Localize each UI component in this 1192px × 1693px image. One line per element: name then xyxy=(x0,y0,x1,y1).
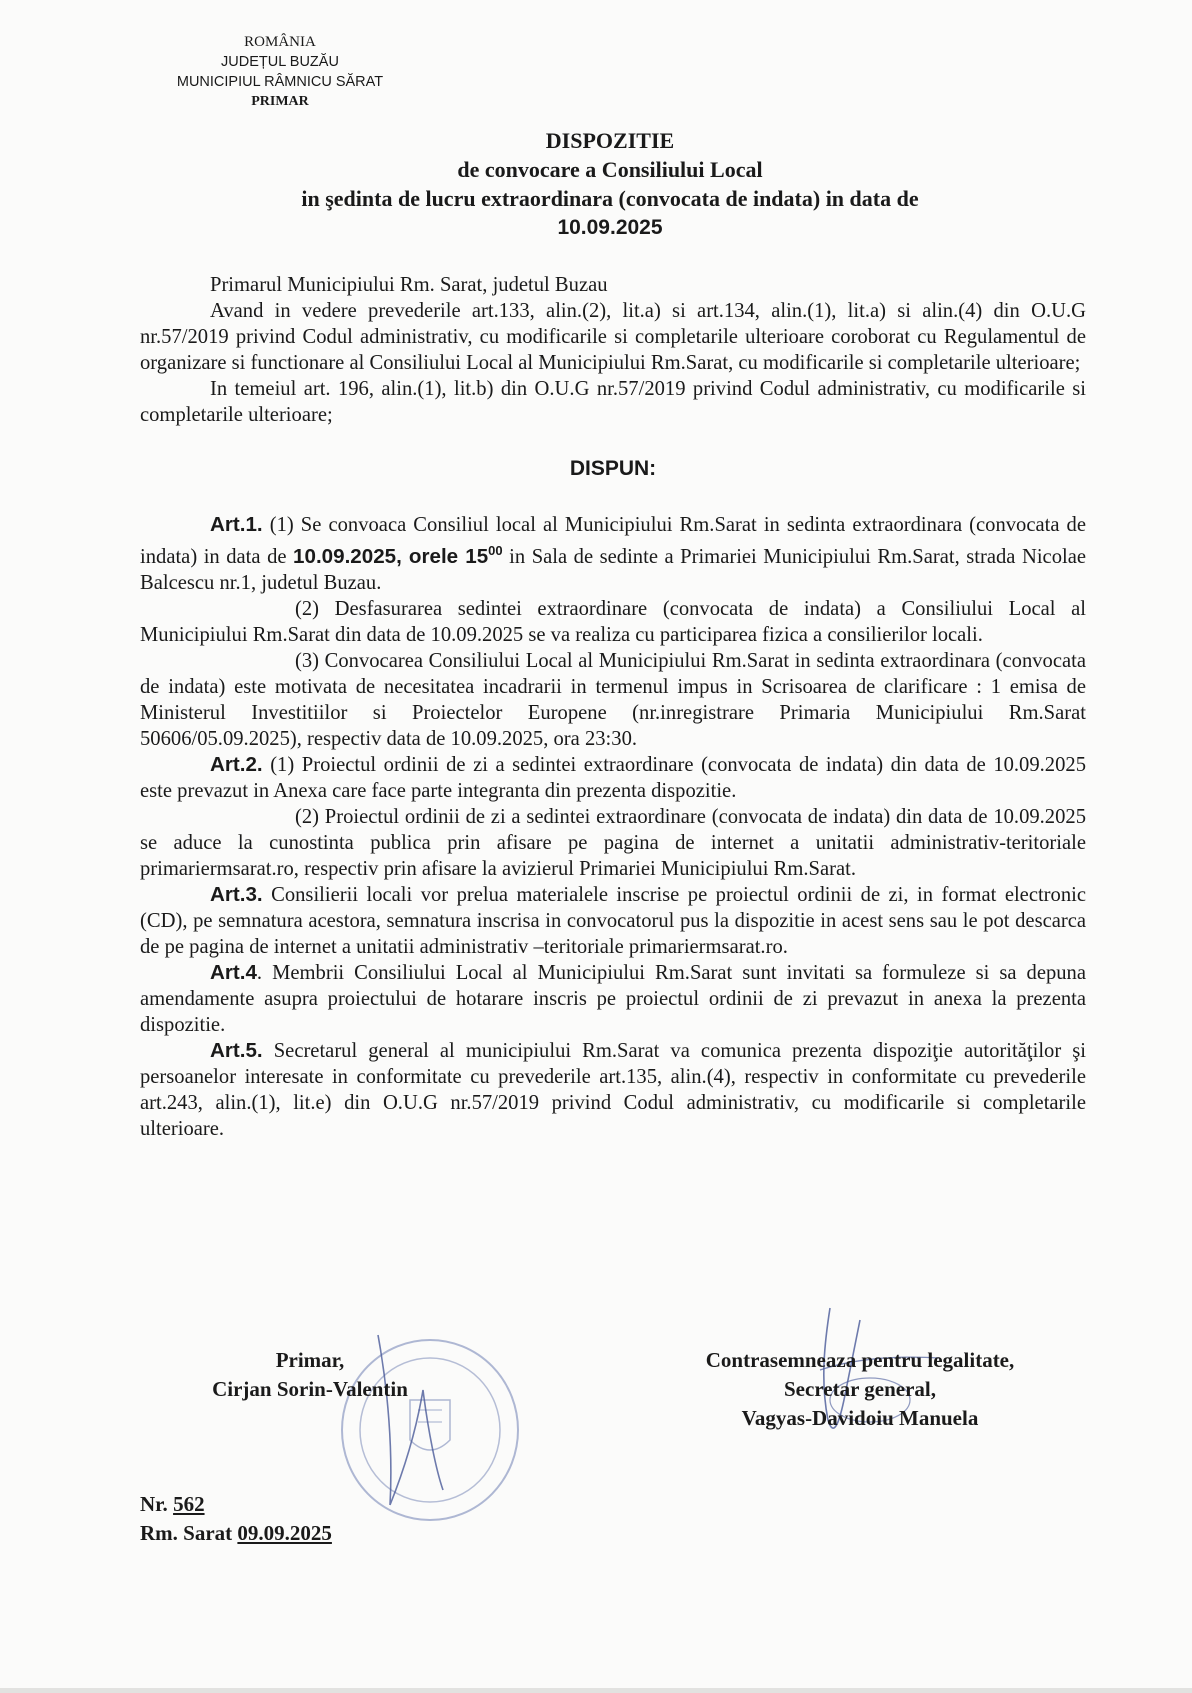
document-title xyxy=(150,126,1070,242)
registration-date-line xyxy=(140,1519,332,1548)
art1-p1-date: 10.09.2025, orele 15 xyxy=(293,544,489,568)
dispun-heading: DISPUN: xyxy=(569,457,657,480)
art2-paragraph-2: (2) Proiectul ordinii de zi a sedintei extraordinare (convocata de indata) din data de 10.09.2025 se aduce la cunostinta publica prin afisare pe pagina de internet a unitatii administrativ-teritoriale primariermsarat.ro, respectiv prin afisare la avizierul Primariei Municipiului Rm.Sarat. xyxy=(140,805,1086,880)
header-office: PRIMAR xyxy=(251,94,309,109)
art1-paragraph-1 xyxy=(140,512,1086,596)
art5-paragraph xyxy=(140,1038,1086,1142)
preamble-p3: In temeiul art. 196, alin.(1), lit.b) din O.U.G nr.57/2019 privind Codul administrativ, cu modificarile si completarile ulterioare; xyxy=(140,378,1086,426)
secretary-name: Vagyas-Davidoiu Manuela xyxy=(741,1406,979,1430)
scan-edge xyxy=(0,1688,1192,1693)
secretary-signature-block xyxy=(640,1346,1080,1433)
title-date: 10.09.2025 xyxy=(557,216,663,239)
title-line-2: de convocare a Consiliului Local xyxy=(457,157,763,182)
art1-p1-sup: 00 xyxy=(488,543,503,558)
art4-label: Art.4 xyxy=(210,960,257,984)
title-line-3: in şedinta de lucru extraordinara (convocata de indata) in data de xyxy=(301,186,919,211)
art2-paragraph-1 xyxy=(140,752,1086,804)
secretary-title: Secretar general, xyxy=(784,1377,936,1401)
document-body xyxy=(140,272,1086,1142)
art2-label: Art.2. xyxy=(210,752,263,776)
registration-number-line xyxy=(140,1490,332,1519)
art4-paragraph xyxy=(140,960,1086,1038)
place-label: Rm. Sarat xyxy=(140,1521,238,1545)
nr-value: 562 xyxy=(173,1492,205,1516)
art3-paragraph xyxy=(140,882,1086,960)
mayor-signature-block xyxy=(180,1346,440,1404)
preamble-p2: Avand in vedere prevederile art.133, alin.(2), lit.a) si art.134, alin.(1), lit.a) si alin.(4) din O.U.G nr.57/2019 privind Codul administrativ, cu modificarile si completarile ulterioare coroborat cu Regulamentul de organizare si functionare al Consiliului Local al Municipiului Rm.Sarat, cu modificarile si completarile ulterioare; xyxy=(140,300,1086,374)
art3-text: Consilierii locali vor prelua materialele inscrise pe proiectul ordinii de zi, in format electronic (CD), pe semnatura acestora, semnatura inscrisa in convocatorul pus la dispozitie in acest sens sau le pot descarca de pe pagina de internet a unitatii administrativ –teritoriale primariermsarat.ro. xyxy=(140,883,1086,958)
art4-text: . Membrii Consiliului Local al Municipiului Rm.Sarat sunt invitati sa formuleze si sa depuna amendamente asupra proiectului de hotarare inscris pe proiectul ordinii de zi prevazut in anexa la prezenta dispozitie. xyxy=(140,961,1086,1036)
countersign-role: Contrasemneaza pentru legalitate, xyxy=(705,1348,1015,1372)
preamble-p1: Primarul Municipiului Rm. Sarat, judetul Buzau xyxy=(210,274,608,296)
art5-label: Art.5. xyxy=(210,1038,263,1062)
art1-paragraph-2: (2) Desfasurarea sedintei extraordinare (convocata de indata) a Consiliului Local al Municipiului Rm.Sarat din data de 10.09.2025 se va realiza cu participarea fizica a consilierilor locali. xyxy=(140,597,1086,646)
art5-text: Secretarul general al municipiului Rm.Sarat va comunica prezenta dispoziţie autorităţilor şi persoanelor interesate in conformitate cu prevederile art.135, alin.(4), respectiv in conformitate cu prevederile art.243, alin.(1), lit.e) din O.U.G nr.57/2019 privind Codul administrativ, cu modificarile si completarile ulterioare. xyxy=(140,1039,1086,1140)
registration-date: 09.09.2025 xyxy=(237,1521,332,1545)
nr-label: Nr. xyxy=(140,1492,174,1516)
art1-p1-text-a: (1) Se convoaca Consiliul local al Municipiului Rm.Sarat in sedinta extraordinara (convocata de indata) in data de xyxy=(140,514,1086,568)
document-header xyxy=(150,32,410,112)
art3-label: Art.3. xyxy=(210,882,263,906)
header-county: JUDEȚUL BUZĂU xyxy=(221,54,339,70)
header-country: ROMÂNIA xyxy=(244,34,316,50)
registration-block xyxy=(140,1490,332,1548)
art1-label: Art.1. xyxy=(210,513,263,536)
art1-p1-text-b: in Sala de sedinte a Primariei Municipiului Rm.Sarat, strada Nicolae Balcescu nr.1, judetul Buzau. xyxy=(140,545,1086,594)
art2-p1-text: (1) Proiectul ordinii de zi a sedintei extraordinare (convocata de indata) din data de 10.09.2025 este prevazut in Anexa care face parte integranta din prezenta dispozitie. xyxy=(140,753,1086,802)
header-municipality: MUNICIPIUL RÂMNICU SĂRAT xyxy=(176,74,384,90)
art1-paragraph-3: (3) Convocarea Consiliului Local al Municipiului Rm.Sarat in sedinta extraordinara (convocata de indata) este motivata de necesitatea incadrarii in termenul impus in Scrisoarea de clarificare : 1 emisa de Ministerul Investitiilor si Proiectelor Europene (nr.inregistrare Primaria Municipiului Rm.Sarat 50606/05.09.2025), respectiv data de 10.09.2025, ora 23:30. xyxy=(140,649,1086,750)
mayor-name: Cirjan Sorin-Valentin xyxy=(212,1377,408,1401)
mayor-role: Primar, xyxy=(275,1348,345,1372)
title-line-1: DISPOZITIE xyxy=(545,128,675,153)
